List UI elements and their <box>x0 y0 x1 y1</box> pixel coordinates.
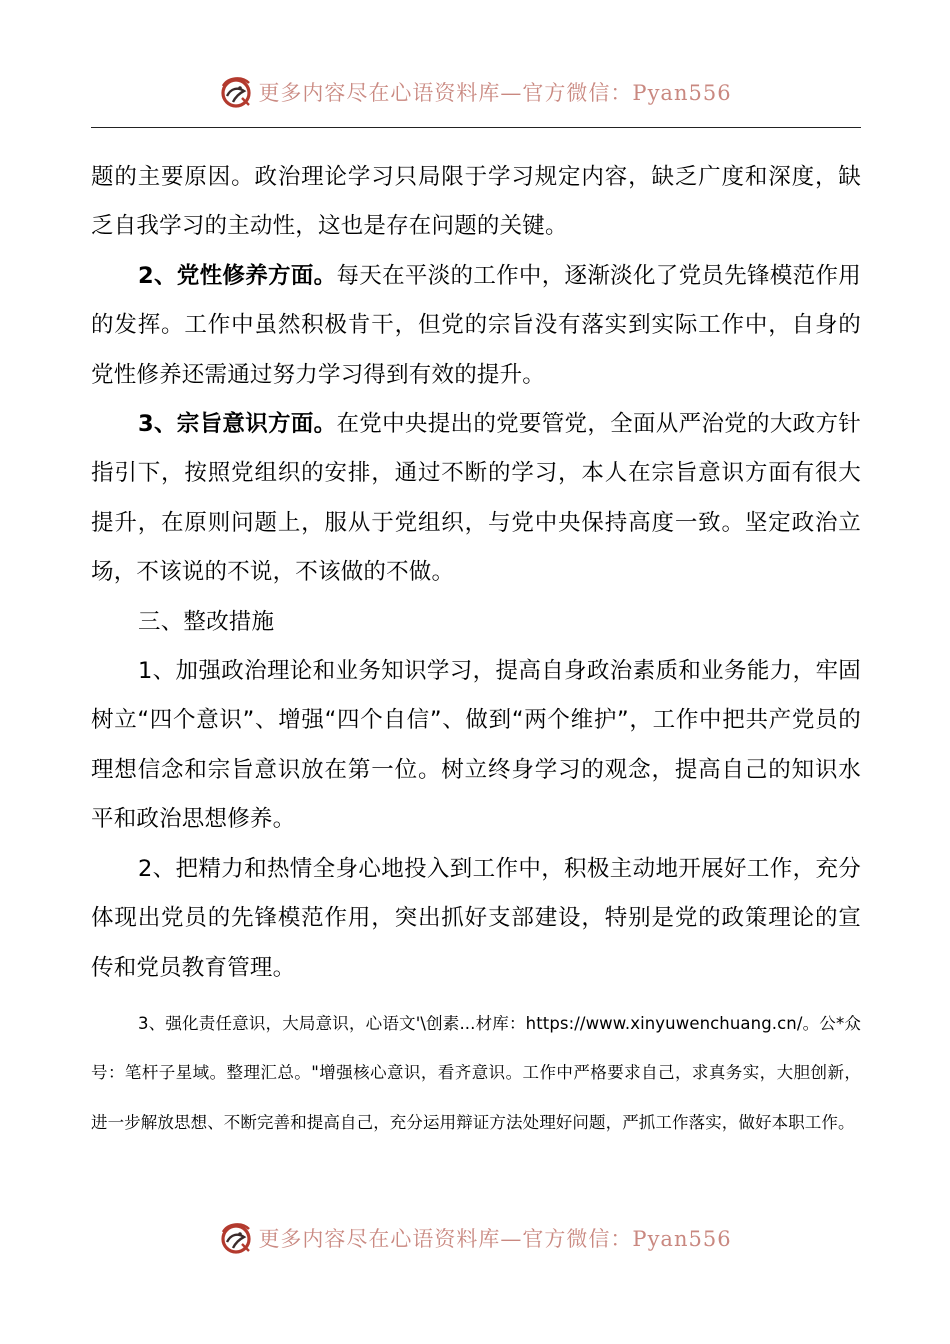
paragraph-purpose-awareness <box>91 400 861 598</box>
purpose-awareness-text: 在党中央提出的党要管党，全面从严治党的大政方针指引下，按照党组织的安排，通过不断的学习，本人在宗旨意识方面有很大提升，在原则问题上，服从于党组织，与党中央保持高度一致。坚定政治立场，不该说的不说，不该做的不做。 <box>91 411 861 586</box>
purpose-awareness-heading: 3、宗旨意识方面。 <box>138 411 337 438</box>
banner-text: 更多内容尽在心语资料库—官方微信：Pyan556 <box>258 1227 732 1251</box>
footer-banner <box>0 1218 950 1258</box>
measure-1: 1、加强政治理论和业务知识学习，提高自身政治素质和业务能力，牢固树立“四个意识”、增强“四个自信”、做到“两个维护”，工作中把共产党员的理想信念和宗旨意识放在第一位。树立终身学习的观念，提高自己的知识水平和政治思想修养。 <box>91 658 861 833</box>
measure-2: 2、把精力和热情全身心地投入到工作中，积极主动地开展好工作，充分体现出党员的先锋模范作用，突出抓好支部建设，特别是党的政策理论的宣传和党员教育管理。 <box>91 855 861 981</box>
dragon-logo-icon <box>218 1220 254 1256</box>
measure-3: 3、强化责任意识，大局意识，心语文'\创素...材库：https://www.xinyuwenchuang.cn/。公*众号：笔杆子星域。整理汇总。"增强核心意识，看齐意识。工作中严格要求自己，求真务实，大胆创新，进一步解放思想、不断完善和提高自己，充分运用辩证方法处理好问题，严抓工作落实，做好本职工作。 <box>91 1013 861 1132</box>
banner-text: 更多内容尽在心语资料库—官方微信：Pyan556 <box>258 81 732 105</box>
document-body <box>91 153 861 1147</box>
section-title: 三、整改措施 <box>138 608 275 635</box>
dragon-logo-icon <box>218 74 254 110</box>
party-spirit-text: 每天在平淡的工作中，逐渐淡化了党员先锋模范作用的发挥。工作中虽然积极肯干，但党的宗旨没有落实到实际工作中，自身的党性修养还需通过努力学习得到有效的提升。 <box>91 262 861 388</box>
header-divider <box>91 127 861 128</box>
party-spirit-heading: 2、党性修养方面。 <box>138 262 337 289</box>
header-banner <box>0 72 950 112</box>
paragraph-party-spirit <box>91 252 861 400</box>
paragraph-cause: 题的主要原因。政治理论学习只局限于学习规定内容，缺乏广度和深度，缺乏自我学习的主动性，这也是存在问题的关键。 <box>91 164 861 240</box>
